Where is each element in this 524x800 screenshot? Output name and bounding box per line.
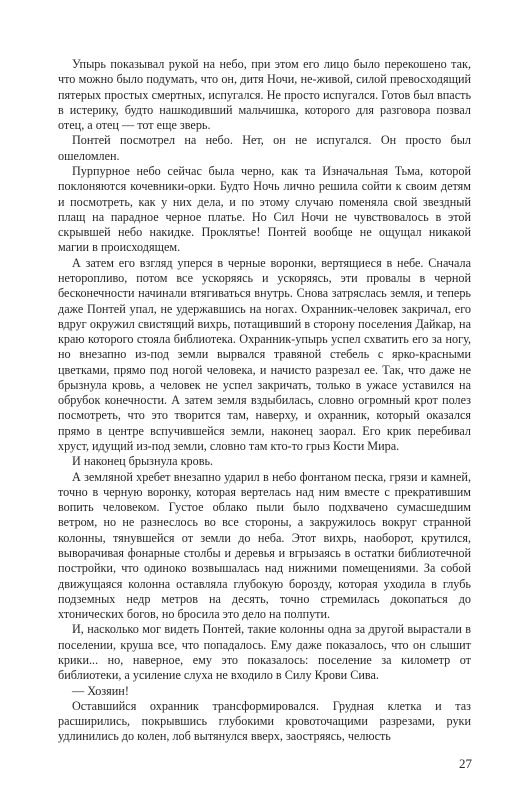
page-number: 27 — [459, 756, 472, 771]
paragraph: Упырь показывал рукой на небо, при этом его лицо было перекошено так, что можно было подумать, что он, дитя Ночи, не-живой, силой превосходящий пятерых простых смертных, испугался. Не просто испугался. Готов был впасть в истерику, будто нашкодивший мальчишка, которого для разговора позвал отец, а отец — тот еще зверь. — [58, 57, 471, 133]
paragraph: А земляной хребет внезапно ударил в небо фонтаном песка, грязи и камней, точно в черную воронку, которая вертелась над ним вместе с прекратившим вопить человеком. Густое облако пыли было подхвачено сумасшедшим ветром, но не разнеслось во все стороны, а закружилось вокруг странной колонны, тянувшейся от земли до неба. Этот вихрь, наоборот, крутился, выворачивая фонарные столбы и деревья и вгрызаясь в остатки библиотечной постройки, что одиноко возвышалась над нижними помещениями. За собой движущаяся колонна оставляла глубокую борозду, которая уходила в глубь подземных недр метров на десять, точно стремилась докопаться до хтонических богов, но бросила это дело на полпути. — [58, 469, 471, 622]
paragraph: — Хозяин! — [72, 683, 129, 698]
paragraph: Пурпурное небо сейчас была черно, как та Изначальная Тьма, которой поклоняются кочевники-орки. Будто Ночь лично решила сойти к своим детям и посмотреть, как у них дела, и по этому случаю поменяла свой звездный плащ на парадное черное платье. Но Сил Ночи не чувствовалось в этой скрывшей небо накидке. Проклятье! Понтей вообще не ощущал никакой магии в происходящем. — [58, 163, 471, 255]
paragraph: И, насколько мог видеть Понтей, такие колонны одна за другой вырастали в поселении, круша все, что попадалось. Ему даже показалось, что он слышит крики... но, наверное, ему это показалось: поселение за километр от библиотеки, а усиление слуха не входило в Силу Крови Сива. — [58, 622, 471, 683]
paragraph: Оставшийся охранник трансформировался. Грудная клетка и таз расширились, покрывшись глубокими кровоточащими разрезами, руки удлинились до колен, лоб вытянулся вверх, заостряясь, челюсть — [58, 698, 471, 744]
paragraph: Понтей посмотрел на небо. Нет, он не испугался. Он просто был ошеломлен. — [58, 133, 471, 163]
paragraph: И наконец брызнула кровь. — [72, 454, 214, 469]
paragraph: А затем его взгляд уперся в черные воронки, вертящиеся в небе. Сначала неторопливо, потом все ускоряясь и ускоряясь, эти провалы в черной бесконечности начинали втягиваться внутрь. Снова затряслась земля, и теперь даже Понтей упал, не удержавшись на ногах. Охранник-человек закричал, его вдруг окружил свистящий вихрь, потащивший в сторону поселения Дайкар, на краю которого стояла библиотека. Охранник-упырь успел схватить его за ногу, но внезапно из-под земли вырвался травяной стебель с ярко-красными цветками, прямо под ногой человека, и начисто разрезал ее. Так, что даже не брызнула кровь, а человек не успел закричать, только в ужасе уставился на обрубок конечности. А затем земля вздыбилась, словно огромный крот полез посмотреть, что это творится там, наверху, и охранник, который оказался прямо в центре вспучившейся земли, наконец заорал. Его крик перебивал хруст, идущий из-под земли, словно там кто-то грыз Кости Мира. — [58, 255, 471, 454]
body-text — [58, 57, 471, 745]
